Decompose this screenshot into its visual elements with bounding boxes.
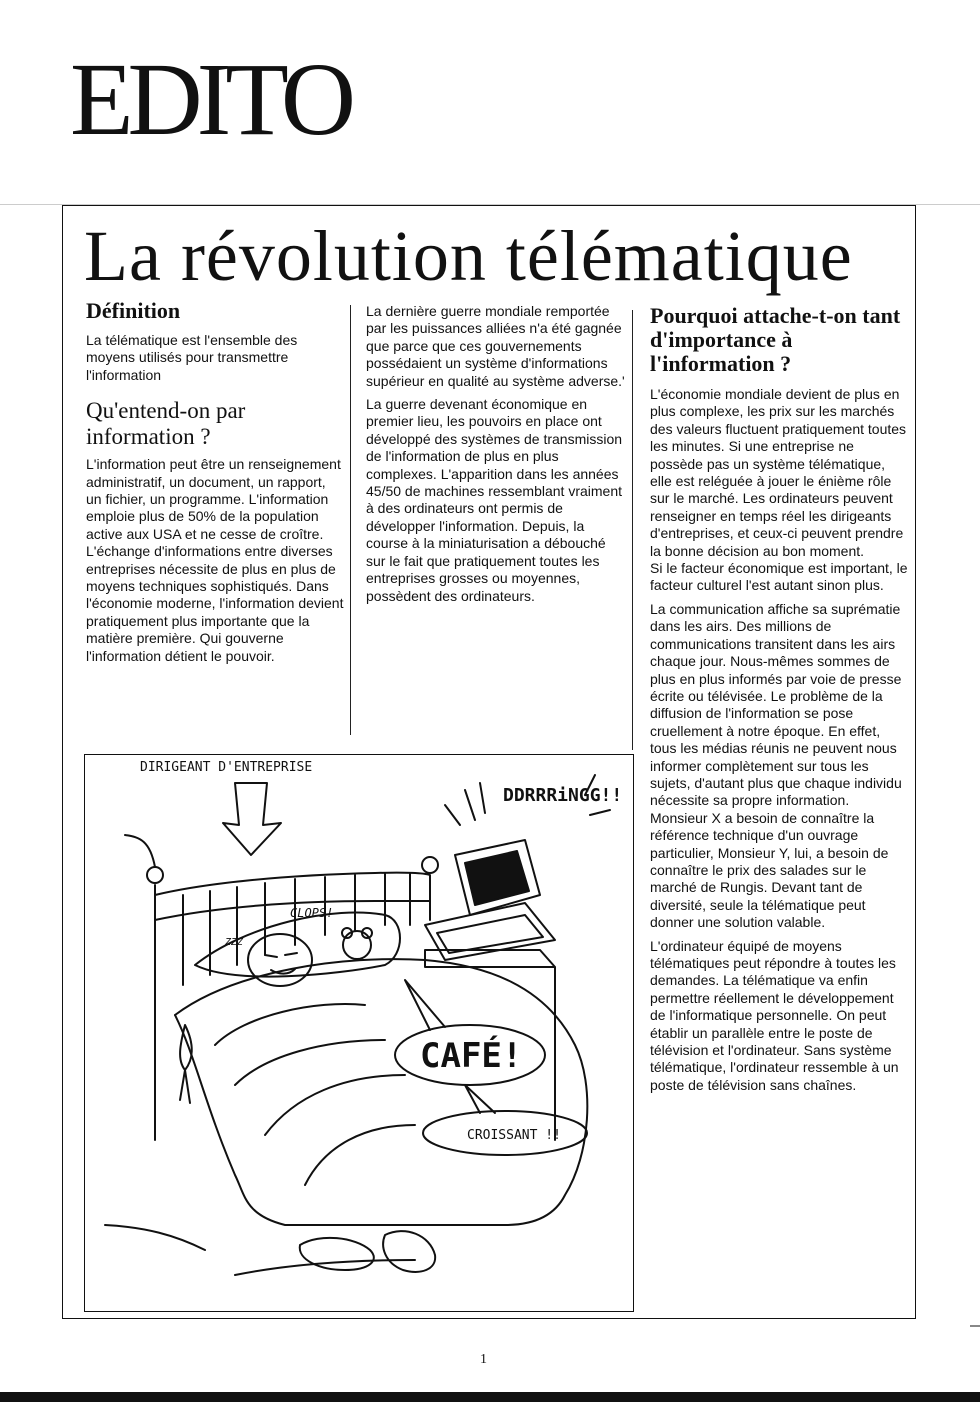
margin-mark	[970, 1325, 980, 1327]
cartoon-illustration	[84, 754, 634, 1312]
article-title: La révolution télématique	[84, 216, 853, 296]
column-3	[650, 304, 908, 1100]
zzz-text: ZZZ	[225, 937, 244, 948]
croissant-text: CROISSANT !!	[467, 1128, 561, 1143]
war-paragraph: La dernière guerre mondiale remportée par les puissances alliées n'a été gagnée que parce que ces gouvernements possédaient un système d'informations supérieur en qualité au système adverse.'	[366, 303, 625, 389]
clops-text: CLOPS!	[290, 906, 334, 920]
culture-text: Si le facteur économique est important, le facteur culturel l'est autant sinon plus.	[650, 560, 908, 594]
column-divider	[350, 305, 351, 735]
cartoon-drawing	[85, 755, 633, 1311]
communication-text: La communication affiche sa suprématie dans les airs. Des millions de communications transitent dans les airs chaque jour. Nous-mêmes sommes de plus en plus informés par voie de presse écrite ou télévisée. Le problème de la diffusion de l'information se pose cruellement à notre époque. En effet, tous les médias réunis ne peuvent nous informer complètement sur tous les sujets, d'autant plus que chaque individu nécessite sa propre information. Monsieur X a besoin de connaître la référence technique d'un ouvrage particulier, Monsieur Y, lui, a besoin de connaître le prix des salades sur le marché de Rungis. Devant tant de diversité, seule la télématique peut donner une solution valable.	[650, 600, 902, 931]
pointer-arrow-icon	[223, 783, 281, 855]
cartoon-caption: DIRIGEANT D'ENTREPRISE	[140, 760, 313, 775]
definition-heading: Définition	[86, 298, 181, 323]
column-1	[86, 298, 344, 671]
column-2	[366, 303, 628, 611]
bottom-border	[0, 1392, 980, 1402]
economy-paragraph: La guerre devenant économique en premier lieu, les pouvoirs en place ont développé des systèmes de transmission de l'information de plus en plus complexes. L'apparition dans les années 45/50 de machines ressemblant vraiment à des ordinateurs ont permis de développer l'information. Depuis, la course à la miniaturisation a débouché sur le fait que pratiquement toutes les entreprises grosses ou moyennes, possèdent des ordinateurs.	[366, 396, 623, 604]
computer-text: L'ordinateur équipé de moyens télématiques peut répondre à toutes les demandes. La télématique va enfin permettre réellement le développement de l'informatique personnelle. On peut établir un parallèle entre le poste de télévision et l'ordinateur. Sans système télématique, l'ordinateur ressemble à un poste de télévision sans chaînes.	[650, 937, 899, 1093]
why-heading: Pourquoi attache-t-on tant d'importance à l'information ?	[650, 303, 901, 376]
information-text: L'information peut être un renseignement administratif, un document, un rapport, un fichier, un programme. L'information emploie plus de 50% de la population active aux USA et ne cesse de croître. L'échange d'informations entre diverses entreprises nécessite de plus en plus de moyens techniques sophistiqués. Dans l'économie moderne, l'information devient pratiquement plus importante que la matière première. Qui gouverne l'information détient le pouvoir.	[86, 456, 344, 664]
section-title: EDITO	[70, 42, 351, 157]
cafe-text: CAFÉ!	[420, 1036, 523, 1076]
ring-text: DDRRRiNGG!!	[503, 785, 623, 806]
page-number: 1	[480, 1352, 487, 1367]
economy-text: L'économie mondiale devient de plus en plus complexe, les prix sur les marchés des valeurs fluctuent pratiquement toutes les minutes. Si une entreprise ne possède pas un système télématique, elle est reléguée à jouer le énième rôle sur le marché. Les ordinateurs peuvent renseigner en temps réel les dirigeants d'entreprises, et ceux-ci peuvent prendre la bonne décision au bon moment.	[650, 386, 907, 559]
column-divider	[632, 310, 633, 750]
information-heading: Qu'entend-on par information ?	[86, 398, 246, 450]
definition-text: La télématique est l'ensemble des moyens utilisés pour transmettre l'information	[86, 332, 298, 383]
